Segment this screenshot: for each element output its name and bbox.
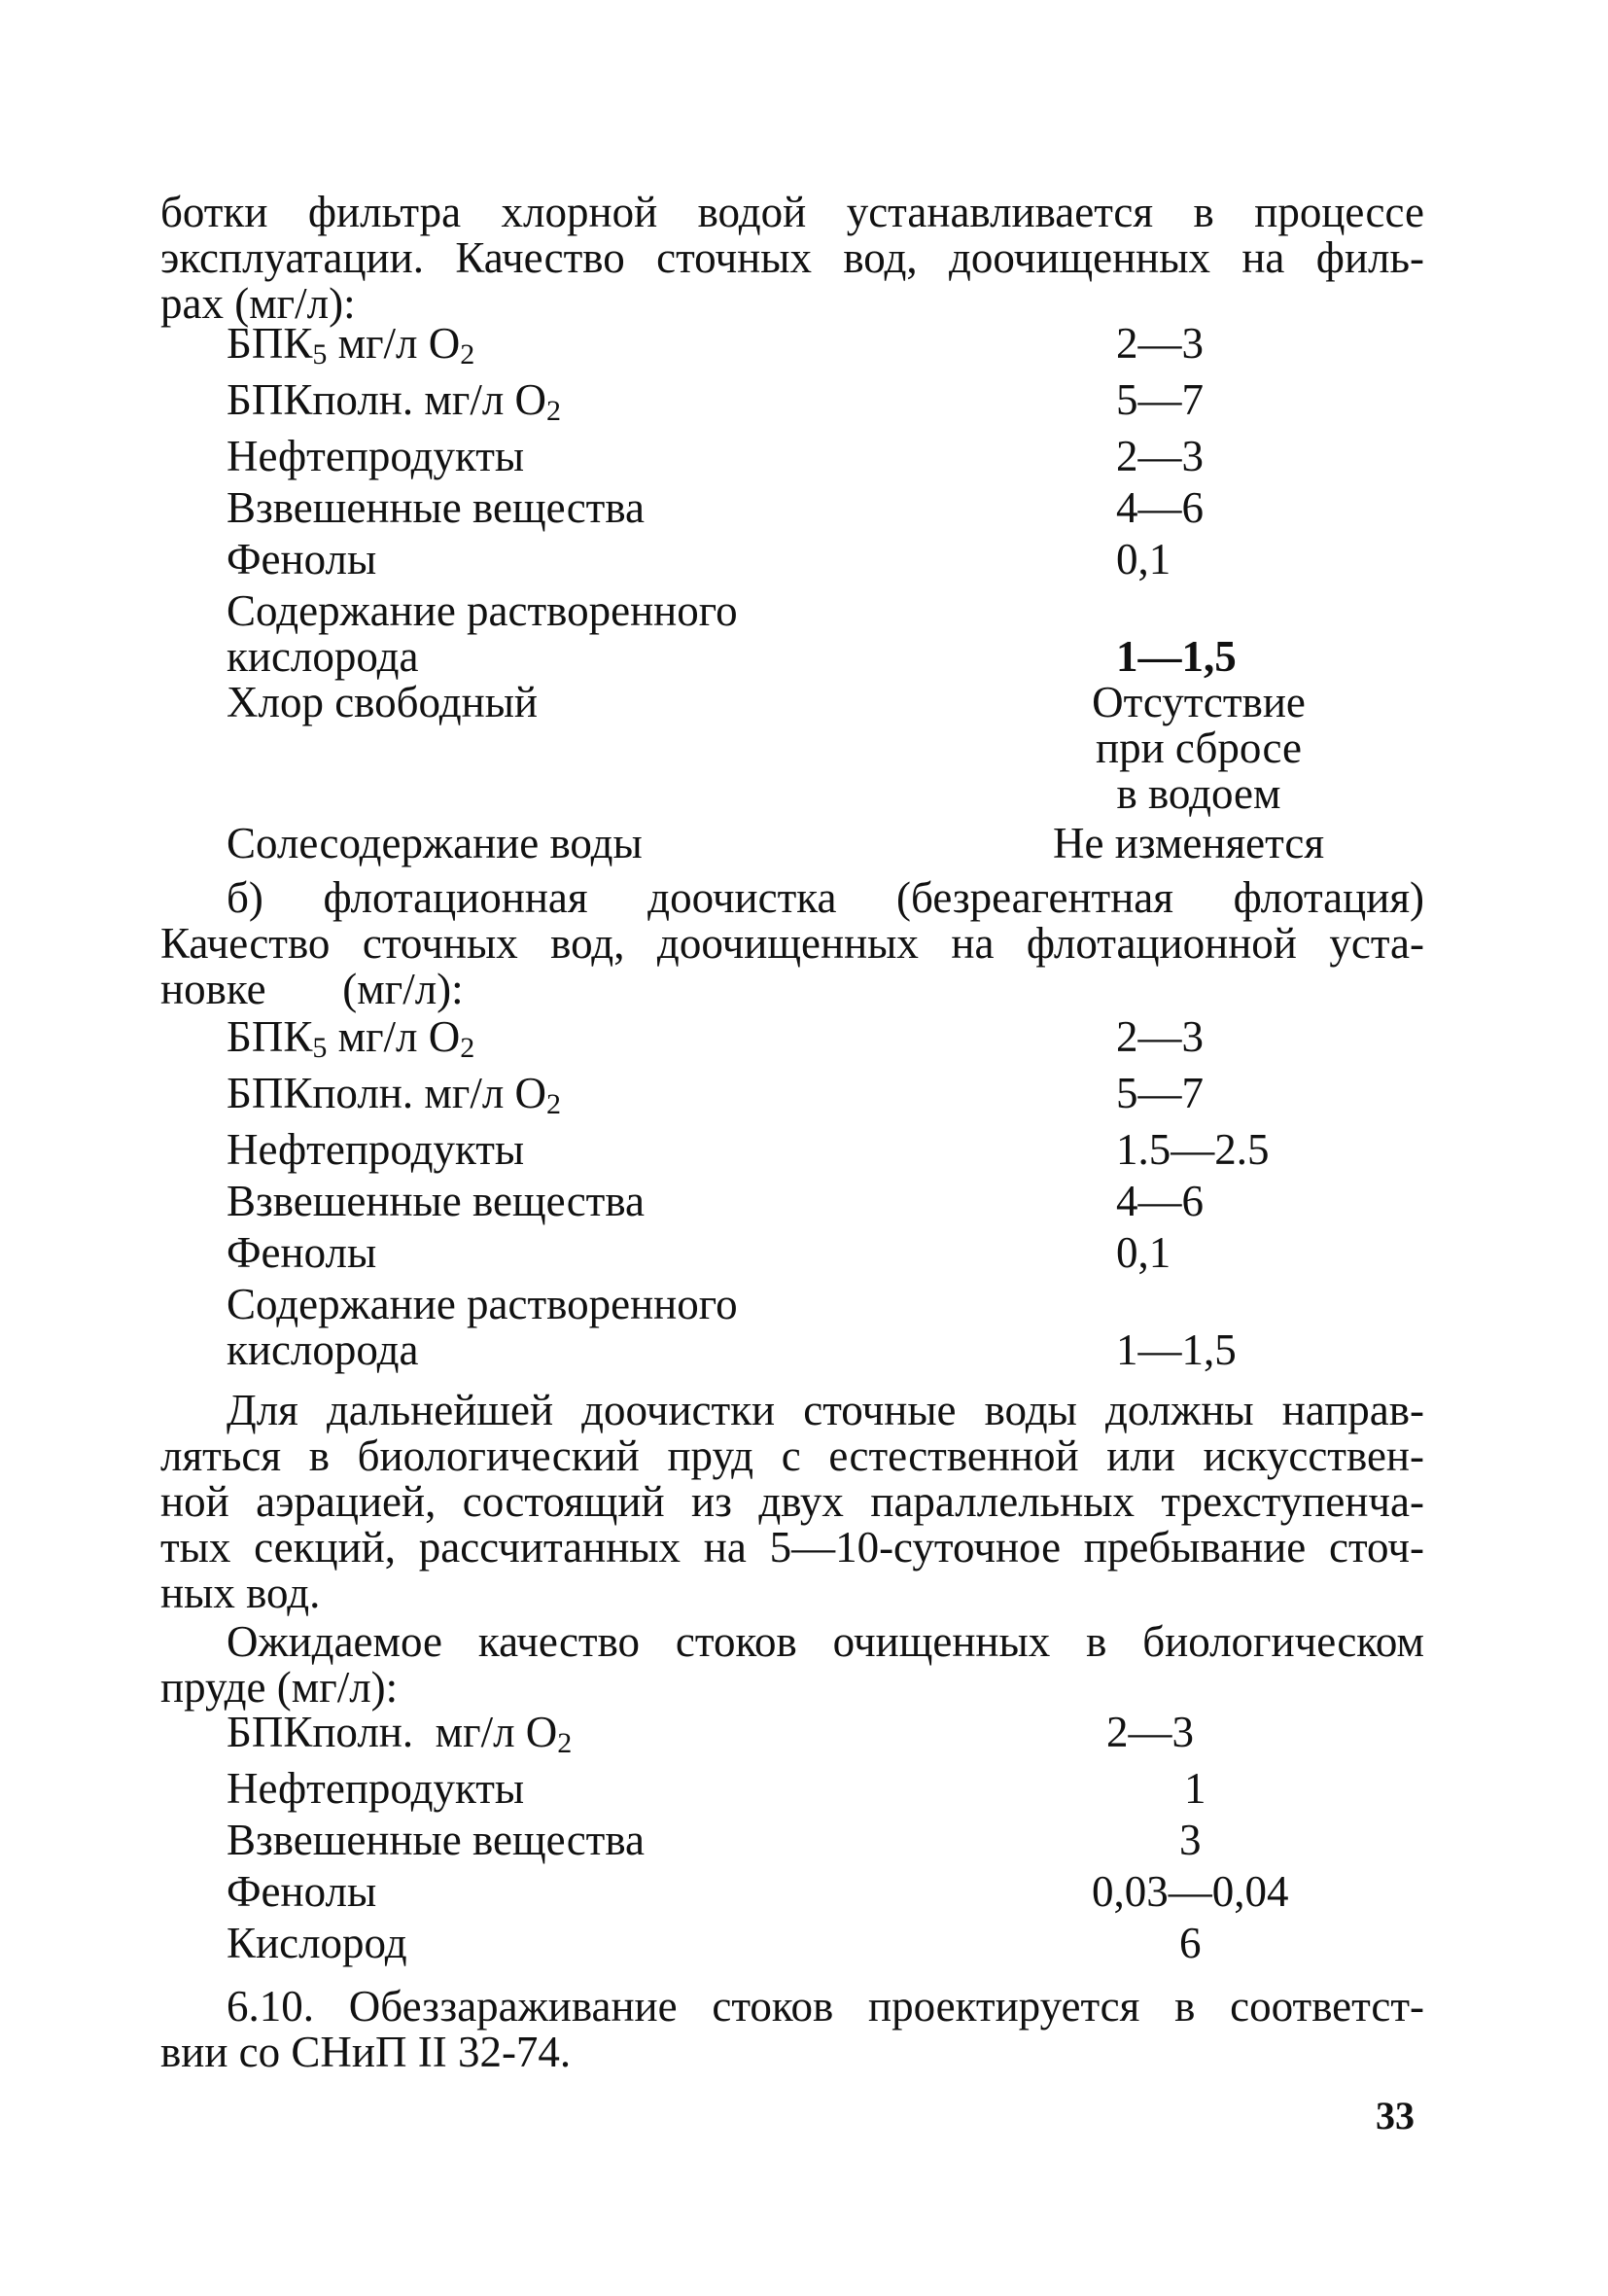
parameter-value: 2—3 xyxy=(1116,319,1204,368)
parameter-name: Фенолы xyxy=(227,535,377,583)
parameter-name: БПКполн. мг/л $О_2$ xyxy=(227,375,562,427)
parameter-value: 2—3 xyxy=(1116,432,1204,480)
parameter-name: Содержание растворенного кислорода xyxy=(227,586,738,681)
pond-line: тых секций, рассчитанных на 5—10-суточное пребывание сточ- xyxy=(160,1523,1424,1572)
disinfection-line: вии со СНиП II 32-74. xyxy=(160,2028,572,2076)
parameter-value: 4—6 xyxy=(1116,483,1204,532)
parameter-value: Отсутствие при сбросе в водоем xyxy=(1092,678,1306,818)
disinfection-line: 6.10. Обеззараживание стоков проектируется в соответст- xyxy=(227,1982,1424,2031)
table-row xyxy=(227,1921,1393,1972)
table-row xyxy=(227,1014,1393,1071)
table-row xyxy=(227,434,1393,485)
table-row xyxy=(227,321,1393,377)
pond-quality-table xyxy=(227,1710,1393,1972)
flotation-quality-table xyxy=(227,1014,1393,1373)
pond-line: ных вод. xyxy=(160,1569,321,1617)
intro-line: ботки фильтра хлорной водой устанавливается в процессе xyxy=(160,188,1424,236)
parameter-name: Хлор свободный xyxy=(227,678,539,726)
parameter-value: 0,03—0,04 xyxy=(1092,1867,1289,1916)
table-row xyxy=(227,680,1393,821)
parameter-name: Нефтепродукты xyxy=(227,1125,525,1174)
parameter-value: 2—3 xyxy=(1116,1012,1204,1061)
parameter-value: 5—7 xyxy=(1116,375,1204,424)
table-row xyxy=(227,1230,1393,1282)
page-number: 33 xyxy=(1376,2094,1415,2137)
pond-quality-paragraph xyxy=(160,1619,1424,1711)
parameter-name: Нефтепродукты xyxy=(227,1764,525,1813)
parameter-name: Солесодержание воды xyxy=(227,819,643,867)
parameter-name: Фенолы xyxy=(227,1867,377,1916)
parameter-value: 1.5—2.5 xyxy=(1116,1125,1270,1174)
parameter-name: Кислород xyxy=(227,1919,407,1967)
parameter-value: 2—3 xyxy=(1106,1708,1194,1756)
disinfection-paragraph xyxy=(160,1984,1424,2075)
pond-line: ляться в биологический пруд с естественной или искусствен- xyxy=(160,1431,1424,1480)
table-row xyxy=(227,485,1393,537)
parameter-name: Фенолы xyxy=(227,1228,377,1277)
parameter-name: Нефтепродукты xyxy=(227,432,525,480)
flotation-paragraph xyxy=(160,875,1424,1012)
intro-line: эксплуатации. Качество сточных вод, доочищенных на филь- xyxy=(160,233,1424,282)
table-row xyxy=(227,1179,1393,1230)
parameter-name: $БПК_5$ мг/л $О_2$ xyxy=(227,1012,475,1064)
pond-paragraph xyxy=(160,1388,1424,1616)
parameter-value: 1—1,5 xyxy=(1116,1325,1237,1374)
parameter-name: Взвешенные вещества xyxy=(227,1816,645,1864)
flotation-line: Качество сточных вод, доочищенных на флотационной уста- xyxy=(160,919,1424,968)
flotation-line: новке (мг/л): xyxy=(160,965,464,1013)
parameter-name: Содержание растворенного кислорода xyxy=(227,1280,738,1374)
parameter-value: 4—6 xyxy=(1116,1177,1204,1225)
parameter-value: Не изменяется xyxy=(1053,819,1325,867)
parameter-value: 1 xyxy=(1184,1764,1206,1813)
parameter-name: Взвешенные вещества xyxy=(227,483,645,532)
table-row xyxy=(227,1071,1393,1127)
parameter-value: 0,1 xyxy=(1116,535,1171,583)
pond-quality-line: пруде (мг/л): xyxy=(160,1663,399,1712)
table-row xyxy=(227,588,1393,680)
parameter-name: $БПК_5$ мг/л $О_2$ xyxy=(227,319,475,371)
parameter-value: 0,1 xyxy=(1116,1228,1171,1277)
table-row xyxy=(227,1282,1393,1373)
parameter-name: Взвешенные вещества xyxy=(227,1177,645,1225)
table-row xyxy=(227,377,1393,434)
table-row xyxy=(227,821,1393,872)
intro-paragraph xyxy=(160,190,1424,327)
table-row xyxy=(227,1818,1393,1869)
parameter-name: БПКполн. мг/л $О_2$ xyxy=(227,1708,573,1759)
parameter-value: 6 xyxy=(1179,1919,1202,1967)
table-row xyxy=(227,1766,1393,1818)
table-row xyxy=(227,1127,1393,1179)
table-row xyxy=(227,1710,1393,1766)
parameter-value: 5—7 xyxy=(1116,1069,1204,1117)
flotation-line: б) флотационная доочистка (безреагентная флотация) xyxy=(227,873,1424,922)
parameter-value: 3 xyxy=(1179,1816,1202,1864)
pond-line: Для дальнейшей доочистки сточные воды должны направ- xyxy=(227,1386,1424,1434)
table-row xyxy=(227,537,1393,588)
parameter-name: БПКполн. мг/л $О_2$ xyxy=(227,1069,562,1120)
intro-line: рах (мг/л): xyxy=(160,279,356,328)
pond-quality-line: Ожидаемое качество стоков очищенных в биологическом xyxy=(227,1617,1424,1666)
filter-quality-table xyxy=(227,321,1393,872)
pond-line: ной аэрацией, состоящий из двух параллельных трехступенча- xyxy=(160,1477,1424,1526)
table-row xyxy=(227,1869,1393,1921)
parameter-value: 1—1,5 xyxy=(1116,632,1237,681)
